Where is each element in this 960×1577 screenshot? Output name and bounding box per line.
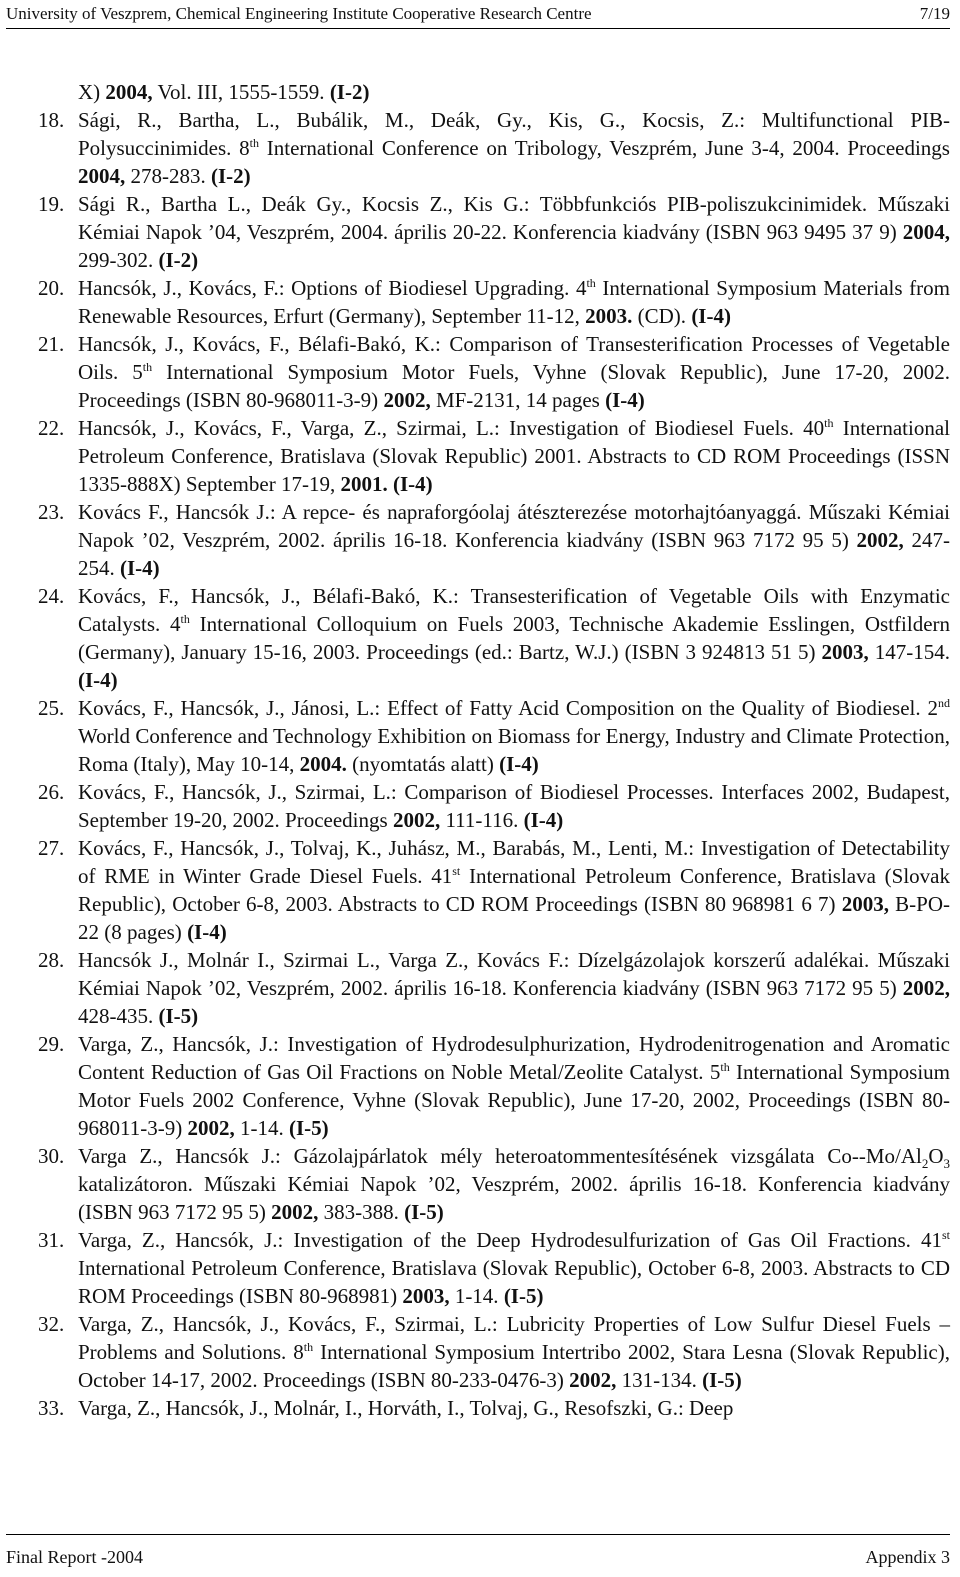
list-item: 26. Kovács, F., Hancsók, J., Szirmai, L.: Comparison of Biodiesel Processes. Interfaces 2002, Budapest, September 19-20, 2002. Proceedings 2002, 111-116. (I-4) <box>38 780 950 832</box>
item-number: 30. <box>38 1144 65 1168</box>
item-number: 31. <box>38 1228 65 1252</box>
list-item: 32. Varga, Z., Hancsók, J., Kovács, F., Szirmai, L.: Lubricity Properties of Low Sulfur Diesel Fuels – Problems and Solutions. 8th International Symposium Intertribo 2002, Stara Lesna (Slovak Republic), October 14-17, 2002. Proceedings (ISBN 80-233-0476-3) 2002, 131-134. (I-5) <box>38 1312 950 1392</box>
page-number: 7/19 <box>919 4 950 23</box>
item-number: 18. <box>38 108 65 132</box>
header-title: University of Veszprem, Chemical Engineering Institute Cooperative Research Centre <box>6 4 592 23</box>
list-item: X) 2004, Vol. III, 1555-1559. (I-2) <box>78 80 370 104</box>
page-footer <box>6 1534 950 1577</box>
item-number: 32. <box>38 1312 65 1336</box>
list-item: 19. Sági R., Bartha L., Deák Gy., Kocsis Z., Kis G.: Többfunkciós PIB-poliszukcinimidek. Műszaki Kémiai Napok ’04, Veszprém, 2004. április 20-22. Konferencia kiadvány (ISBN 963 9495 37 9) 2004, 299-302. (I-2) <box>38 192 950 272</box>
item-number: 23. <box>38 500 65 524</box>
item-number: 21. <box>38 332 65 356</box>
list-item: 33. Varga, Z., Hancsók, J., Molnár, I., Horváth, I., Tolvaj, G., Resofszki, G.: Deep <box>38 1396 734 1420</box>
item-number: 26. <box>38 780 65 804</box>
list-item: 18. Sági, R., Bartha, L., Bubálik, M., Deák, Gy., Kis, G., Kocsis, Z.: Multifunctional PIB-Polysuccinimides. 8th International Conference on Tribology, Veszprém, June 3-4, 2004. Proceedings 2004, 278-283. (I-2) <box>38 108 950 188</box>
page-header <box>6 0 950 29</box>
list-item: 27. Kovács, F., Hancsók, J., Tolvaj, K., Juhász, M., Barabás, M., Lenti, M.: Investigation of Detectability of RME in Winter Grade Diesel Fuels. 41st International Petroleum Conference, Bratislava (Slovak Republic), October 6-8, 2003. Abstracts to CD ROM Proceedings (ISBN 80 968981 6 7) 2003, B-PO-22 (8 pages) (I-4) <box>38 836 951 944</box>
list-item: 29. Varga, Z., Hancsók, J.: Investigation of Hydrodesulphurization, Hydrodenitrogenation and Aromatic Content Reduction of Gas Oil Fractions on Noble Metal/Zeolite Catalyst. 5th International Symposium Motor Fuels 2002 Conference, Vyhne (Slovak Republic), June 17-20, 2002, Proceedings (ISBN 80-968011-3-9) 2002, 1-14. (I-5) <box>38 1032 950 1140</box>
list-item: 22. Hancsók, J., Kovács, F., Varga, Z., Szirmai, L.: Investigation of Biodiesel Fuels. 40th International Petroleum Conference, Bratislava (Slovak Republic) 2001. Abstracts to CD ROM Proceedings (ISSN 1335-888X) September 17-19, 2001. (I-4) <box>38 416 950 496</box>
item-number: 25. <box>38 696 65 720</box>
list-item: 30. Varga Z., Hancsók J.: Gázolajpárlatok mély heteroatommentesítésének vizsgálata $Co--Mo/Al_2O_3$ katalizátoron. Műszaki Kémiai Napok ’02, Veszprém, 2002. április 16-18. Konferencia kiadvány (ISBN 963 7172 95 5) 2002, 383-388. (I-5) <box>38 1144 950 1224</box>
footer-right: Appendix 3 <box>865 1546 950 1567</box>
list-item: 24. Kovács, F., Hancsók, J., Bélafi-Bakó, K.: Transesterification of Vegetable Oils with Enzymatic Catalysts. 4th International Colloquium on Fuels 2003, Technische Akademie Esslingen, Ostfildern (Germany), January 15-16, 2003. Proceedings (ed.: Bartz, W.J.) (ISBN 3 924813 51 5) 2003, 147-154. (I-4) <box>38 584 951 692</box>
item-number: 27. <box>38 836 65 860</box>
list-item: 21. Hancsók, J., Kovács, F., Bélafi-Bakó, K.: Comparison of Transesterification Processes of Vegetable Oils. 5th International Symposium Motor Fuels, Vyhne (Slovak Republic), June 17-20, 2002. Proceedings (ISBN 80-968011-3-9) 2002, MF-2131, 14 pages (I-4) <box>38 332 950 412</box>
reference-list <box>0 78 960 1422</box>
item-number: 29. <box>38 1032 65 1056</box>
item-number: 33. <box>38 1396 65 1420</box>
list-item: 31. Varga, Z., Hancsók, J.: Investigation of the Deep Hydrodesulfurization of Gas Oil Fractions. 41st International Petroleum Conference, Bratislava (Slovak Republic), October 6-8, 2003. Abstracts to CD ROM Proceedings (ISBN 80-968981) 2003, 1-14. (I-5) <box>38 1228 950 1308</box>
footer-left: Final Report -2004 <box>6 1546 143 1567</box>
item-number: 20. <box>38 276 65 300</box>
item-number: 22. <box>38 416 65 440</box>
item-number: 19. <box>38 192 65 216</box>
list-item: 28. Hancsók J., Molnár I., Szirmai L., Varga Z., Kovács F.: Dízelgázolajok korszerű adalékai. Műszaki Kémiai Napok ’02, Veszprém, 2002. április 16-18. Konferencia kiadvány (ISBN 963 7172 95 5) 2002, 428-435. (I-5) <box>38 948 950 1028</box>
list-item: 23. Kovács F., Hancsók J.: A repce- és napraforgóolaj átészterezése motorhajtóanyaggá. Műszaki Kémiai Napok ’02, Veszprém, 2002. április 16-18. Konferencia kiadvány (ISBN 963 7172 95 5) 2002, 247-254. (I-4) <box>38 500 950 580</box>
list-item: 25. Kovács, F., Hancsók, J., Jánosi, L.: Effect of Fatty Acid Composition on the Quality of Biodiesel. 2nd World Conference and Technology Exhibition on Biomass for Energy, Industry and Climate Protection, Roma (Italy), May 10-14, 2004. (nyomtatás alatt) (I-4) <box>38 696 950 776</box>
list-item: 20. Hancsók, J., Kovács, F.: Options of Biodiesel Upgrading. 4th International Symposium Materials from Renewable Resources, Erfurt (Germany), September 11-12, 2003. (CD). (I-4) <box>38 276 950 328</box>
item-number: 24. <box>38 584 65 608</box>
item-number: 28. <box>38 948 65 972</box>
